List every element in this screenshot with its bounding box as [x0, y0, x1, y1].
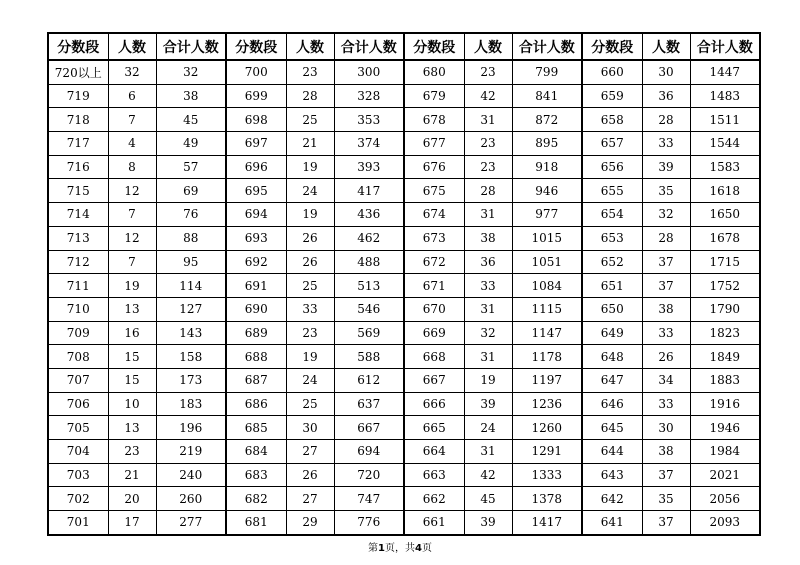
score-cell: 649	[582, 321, 642, 345]
table-row	[48, 274, 760, 298]
count-cell: 33	[642, 392, 690, 416]
cumulative-cell: 374	[334, 132, 404, 156]
header-cumulative: 合计人数	[334, 33, 404, 60]
score-cell: 697	[226, 132, 286, 156]
cumulative-cell: 588	[334, 345, 404, 369]
header-score-range: 分数段	[404, 33, 464, 60]
score-cell: 699	[226, 84, 286, 108]
table-row	[48, 416, 760, 440]
cumulative-cell: 1197	[512, 368, 582, 392]
count-cell: 23	[286, 60, 334, 84]
table-row	[48, 368, 760, 392]
count-cell: 31	[464, 297, 512, 321]
score-cell: 700	[226, 60, 286, 84]
cumulative-cell: 95	[156, 250, 226, 274]
table-row	[48, 132, 760, 156]
header-score-range: 分数段	[48, 33, 108, 60]
cumulative-cell: 799	[512, 60, 582, 84]
cumulative-cell: 49	[156, 132, 226, 156]
score-cell: 648	[582, 345, 642, 369]
cumulative-cell: 240	[156, 463, 226, 487]
score-cell: 662	[404, 487, 464, 511]
count-cell: 31	[464, 440, 512, 464]
cumulative-cell: 219	[156, 440, 226, 464]
table-row	[48, 321, 760, 345]
cumulative-cell: 173	[156, 368, 226, 392]
score-cell: 718	[48, 108, 108, 132]
cumulative-cell: 1291	[512, 440, 582, 464]
count-cell: 6	[108, 84, 156, 108]
current-page-number: 1	[378, 543, 385, 554]
score-cell: 665	[404, 416, 464, 440]
cumulative-cell: 393	[334, 155, 404, 179]
count-cell: 36	[642, 84, 690, 108]
score-cell: 666	[404, 392, 464, 416]
count-cell: 8	[108, 155, 156, 179]
header-score-range: 分数段	[226, 33, 286, 60]
count-cell: 42	[464, 84, 512, 108]
cumulative-cell: 1378	[512, 487, 582, 511]
count-cell: 30	[642, 60, 690, 84]
score-cell: 683	[226, 463, 286, 487]
cumulative-cell: 2021	[690, 463, 760, 487]
count-cell: 15	[108, 368, 156, 392]
cumulative-cell: 38	[156, 84, 226, 108]
table-row	[48, 297, 760, 321]
count-cell: 25	[286, 108, 334, 132]
score-cell: 690	[226, 297, 286, 321]
score-cell: 643	[582, 463, 642, 487]
score-cell: 713	[48, 226, 108, 250]
cumulative-cell: 417	[334, 179, 404, 203]
cumulative-cell: 1678	[690, 226, 760, 250]
score-cell: 667	[404, 368, 464, 392]
count-cell: 32	[642, 203, 690, 227]
count-cell: 37	[642, 250, 690, 274]
score-cell: 695	[226, 179, 286, 203]
table-header	[48, 33, 760, 60]
score-cell: 715	[48, 179, 108, 203]
cumulative-cell: 260	[156, 487, 226, 511]
table-body	[48, 60, 760, 535]
count-cell: 26	[286, 250, 334, 274]
count-cell: 28	[286, 84, 334, 108]
header-cumulative: 合计人数	[512, 33, 582, 60]
header-row	[48, 33, 760, 60]
count-cell: 25	[286, 274, 334, 298]
cumulative-cell: 32	[156, 60, 226, 84]
footer-middle: 页，共	[385, 543, 415, 554]
count-cell: 16	[108, 321, 156, 345]
cumulative-cell: 1618	[690, 179, 760, 203]
count-cell: 28	[642, 226, 690, 250]
header-cumulative: 合计人数	[156, 33, 226, 60]
count-cell: 13	[108, 416, 156, 440]
score-cell: 711	[48, 274, 108, 298]
cumulative-cell: 69	[156, 179, 226, 203]
count-cell: 38	[642, 297, 690, 321]
count-cell: 37	[642, 274, 690, 298]
cumulative-cell: 300	[334, 60, 404, 84]
score-cell: 691	[226, 274, 286, 298]
table-row	[48, 60, 760, 84]
cumulative-cell: 776	[334, 511, 404, 535]
header-count: 人数	[642, 33, 690, 60]
score-cell: 645	[582, 416, 642, 440]
count-cell: 28	[642, 108, 690, 132]
count-cell: 33	[286, 297, 334, 321]
score-cell: 673	[404, 226, 464, 250]
score-cell: 659	[582, 84, 642, 108]
count-cell: 23	[464, 132, 512, 156]
score-cell: 708	[48, 345, 108, 369]
table-row	[48, 203, 760, 227]
cumulative-cell: 127	[156, 297, 226, 321]
cumulative-cell: 196	[156, 416, 226, 440]
cumulative-cell: 76	[156, 203, 226, 227]
cumulative-cell: 1916	[690, 392, 760, 416]
count-cell: 13	[108, 297, 156, 321]
score-cell: 686	[226, 392, 286, 416]
table-row	[48, 463, 760, 487]
score-cell: 655	[582, 179, 642, 203]
count-cell: 19	[108, 274, 156, 298]
cumulative-cell: 667	[334, 416, 404, 440]
cumulative-cell: 1236	[512, 392, 582, 416]
score-cell: 646	[582, 392, 642, 416]
header-count: 人数	[464, 33, 512, 60]
count-cell: 39	[642, 155, 690, 179]
cumulative-cell: 436	[334, 203, 404, 227]
table-row	[48, 108, 760, 132]
count-cell: 23	[464, 60, 512, 84]
count-cell: 24	[464, 416, 512, 440]
count-cell: 4	[108, 132, 156, 156]
cumulative-cell: 1417	[512, 511, 582, 535]
score-cell: 650	[582, 297, 642, 321]
cumulative-cell: 1752	[690, 274, 760, 298]
count-cell: 39	[464, 392, 512, 416]
score-cell: 705	[48, 416, 108, 440]
cumulative-cell: 1260	[512, 416, 582, 440]
score-cell: 669	[404, 321, 464, 345]
score-cell: 672	[404, 250, 464, 274]
score-cell: 654	[582, 203, 642, 227]
count-cell: 33	[642, 132, 690, 156]
cumulative-cell: 1115	[512, 297, 582, 321]
count-cell: 26	[286, 463, 334, 487]
count-cell: 35	[642, 179, 690, 203]
table-row	[48, 511, 760, 535]
count-cell: 32	[108, 60, 156, 84]
header-count: 人数	[286, 33, 334, 60]
count-cell: 24	[286, 368, 334, 392]
score-cell: 693	[226, 226, 286, 250]
score-cell: 678	[404, 108, 464, 132]
cumulative-cell: 612	[334, 368, 404, 392]
count-cell: 23	[464, 155, 512, 179]
score-cell: 658	[582, 108, 642, 132]
score-cell: 668	[404, 345, 464, 369]
cumulative-cell: 1147	[512, 321, 582, 345]
cumulative-cell: 513	[334, 274, 404, 298]
count-cell: 31	[464, 345, 512, 369]
cumulative-cell: 569	[334, 321, 404, 345]
score-cell: 703	[48, 463, 108, 487]
score-cell: 679	[404, 84, 464, 108]
score-cell: 652	[582, 250, 642, 274]
score-cell: 681	[226, 511, 286, 535]
score-cell: 684	[226, 440, 286, 464]
count-cell: 19	[464, 368, 512, 392]
count-cell: 31	[464, 108, 512, 132]
count-cell: 32	[464, 321, 512, 345]
count-cell: 23	[286, 321, 334, 345]
count-cell: 19	[286, 203, 334, 227]
score-cell: 642	[582, 487, 642, 511]
cumulative-cell: 2056	[690, 487, 760, 511]
cumulative-cell: 546	[334, 297, 404, 321]
score-cell: 674	[404, 203, 464, 227]
score-cell: 661	[404, 511, 464, 535]
cumulative-cell: 277	[156, 511, 226, 535]
cumulative-cell: 1483	[690, 84, 760, 108]
cumulative-cell: 1650	[690, 203, 760, 227]
count-cell: 42	[464, 463, 512, 487]
table-row	[48, 84, 760, 108]
score-cell: 657	[582, 132, 642, 156]
header-count: 人数	[108, 33, 156, 60]
score-cell: 717	[48, 132, 108, 156]
score-cell: 698	[226, 108, 286, 132]
table-row	[48, 440, 760, 464]
cumulative-cell: 637	[334, 392, 404, 416]
count-cell: 15	[108, 345, 156, 369]
count-cell: 12	[108, 226, 156, 250]
count-cell: 30	[286, 416, 334, 440]
cumulative-cell: 183	[156, 392, 226, 416]
score-cell: 682	[226, 487, 286, 511]
score-cell: 694	[226, 203, 286, 227]
cumulative-cell: 1823	[690, 321, 760, 345]
cumulative-cell: 353	[334, 108, 404, 132]
cumulative-cell: 328	[334, 84, 404, 108]
table-row	[48, 155, 760, 179]
score-cell: 677	[404, 132, 464, 156]
count-cell: 24	[286, 179, 334, 203]
score-cell: 680	[404, 60, 464, 84]
cumulative-cell: 462	[334, 226, 404, 250]
count-cell: 20	[108, 487, 156, 511]
count-cell: 37	[642, 511, 690, 535]
cumulative-cell: 1333	[512, 463, 582, 487]
score-cell: 676	[404, 155, 464, 179]
score-cell: 719	[48, 84, 108, 108]
table-row	[48, 179, 760, 203]
table-row	[48, 487, 760, 511]
footer-suffix: 页	[421, 543, 432, 554]
count-cell: 29	[286, 511, 334, 535]
score-cell: 653	[582, 226, 642, 250]
cumulative-cell: 1511	[690, 108, 760, 132]
score-cell: 696	[226, 155, 286, 179]
cumulative-cell: 2093	[690, 511, 760, 535]
score-cell: 707	[48, 368, 108, 392]
cumulative-cell: 918	[512, 155, 582, 179]
count-cell: 28	[464, 179, 512, 203]
cumulative-cell: 1946	[690, 416, 760, 440]
count-cell: 26	[642, 345, 690, 369]
score-cell: 671	[404, 274, 464, 298]
table-row	[48, 345, 760, 369]
cumulative-cell: 1583	[690, 155, 760, 179]
count-cell: 7	[108, 108, 156, 132]
score-cell: 704	[48, 440, 108, 464]
cumulative-cell: 1178	[512, 345, 582, 369]
count-cell: 19	[286, 345, 334, 369]
score-cell: 714	[48, 203, 108, 227]
score-cell: 716	[48, 155, 108, 179]
score-cell: 670	[404, 297, 464, 321]
score-cell: 710	[48, 297, 108, 321]
count-cell: 7	[108, 203, 156, 227]
cumulative-cell: 143	[156, 321, 226, 345]
footer-prefix: 第	[368, 543, 379, 554]
total-pages-number: 4	[415, 543, 422, 554]
count-cell: 27	[286, 487, 334, 511]
cumulative-cell: 114	[156, 274, 226, 298]
cumulative-cell: 488	[334, 250, 404, 274]
score-cell: 641	[582, 511, 642, 535]
score-cell: 651	[582, 274, 642, 298]
score-cell: 685	[226, 416, 286, 440]
score-cell: 701	[48, 511, 108, 535]
count-cell: 10	[108, 392, 156, 416]
count-cell: 33	[642, 321, 690, 345]
score-cell: 687	[226, 368, 286, 392]
cumulative-cell: 57	[156, 155, 226, 179]
score-cell: 706	[48, 392, 108, 416]
score-cell: 702	[48, 487, 108, 511]
cumulative-cell: 1544	[690, 132, 760, 156]
score-cell: 675	[404, 179, 464, 203]
cumulative-cell: 1051	[512, 250, 582, 274]
count-cell: 25	[286, 392, 334, 416]
count-cell: 27	[286, 440, 334, 464]
count-cell: 30	[642, 416, 690, 440]
cumulative-cell: 1447	[690, 60, 760, 84]
table-row	[48, 226, 760, 250]
score-cell: 664	[404, 440, 464, 464]
cumulative-cell: 895	[512, 132, 582, 156]
score-cell: 720以上	[48, 60, 108, 84]
page-footer	[0, 539, 800, 554]
score-distribution-table	[47, 32, 761, 536]
cumulative-cell: 946	[512, 179, 582, 203]
count-cell: 38	[642, 440, 690, 464]
table-row	[48, 392, 760, 416]
cumulative-cell: 158	[156, 345, 226, 369]
count-cell: 21	[286, 132, 334, 156]
cumulative-cell: 1849	[690, 345, 760, 369]
count-cell: 34	[642, 368, 690, 392]
cumulative-cell: 977	[512, 203, 582, 227]
count-cell: 37	[642, 463, 690, 487]
header-cumulative: 合计人数	[690, 33, 760, 60]
count-cell: 17	[108, 511, 156, 535]
cumulative-cell: 1984	[690, 440, 760, 464]
score-cell: 663	[404, 463, 464, 487]
count-cell: 12	[108, 179, 156, 203]
score-cell: 660	[582, 60, 642, 84]
score-cell: 656	[582, 155, 642, 179]
cumulative-cell: 1883	[690, 368, 760, 392]
count-cell: 31	[464, 203, 512, 227]
count-cell: 36	[464, 250, 512, 274]
count-cell: 7	[108, 250, 156, 274]
count-cell: 19	[286, 155, 334, 179]
score-cell: 688	[226, 345, 286, 369]
score-cell: 644	[582, 440, 642, 464]
cumulative-cell: 747	[334, 487, 404, 511]
count-cell: 35	[642, 487, 690, 511]
table-row	[48, 250, 760, 274]
header-score-range: 分数段	[582, 33, 642, 60]
cumulative-cell: 1084	[512, 274, 582, 298]
score-cell: 647	[582, 368, 642, 392]
cumulative-cell: 1790	[690, 297, 760, 321]
cumulative-cell: 45	[156, 108, 226, 132]
count-cell: 33	[464, 274, 512, 298]
cumulative-cell: 720	[334, 463, 404, 487]
score-cell: 709	[48, 321, 108, 345]
score-cell: 689	[226, 321, 286, 345]
cumulative-cell: 694	[334, 440, 404, 464]
count-cell: 23	[108, 440, 156, 464]
cumulative-cell: 872	[512, 108, 582, 132]
count-cell: 26	[286, 226, 334, 250]
score-cell: 692	[226, 250, 286, 274]
count-cell: 38	[464, 226, 512, 250]
score-cell: 712	[48, 250, 108, 274]
cumulative-cell: 1015	[512, 226, 582, 250]
count-cell: 39	[464, 511, 512, 535]
cumulative-cell: 88	[156, 226, 226, 250]
cumulative-cell: 841	[512, 84, 582, 108]
cumulative-cell: 1715	[690, 250, 760, 274]
count-cell: 21	[108, 463, 156, 487]
count-cell: 45	[464, 487, 512, 511]
